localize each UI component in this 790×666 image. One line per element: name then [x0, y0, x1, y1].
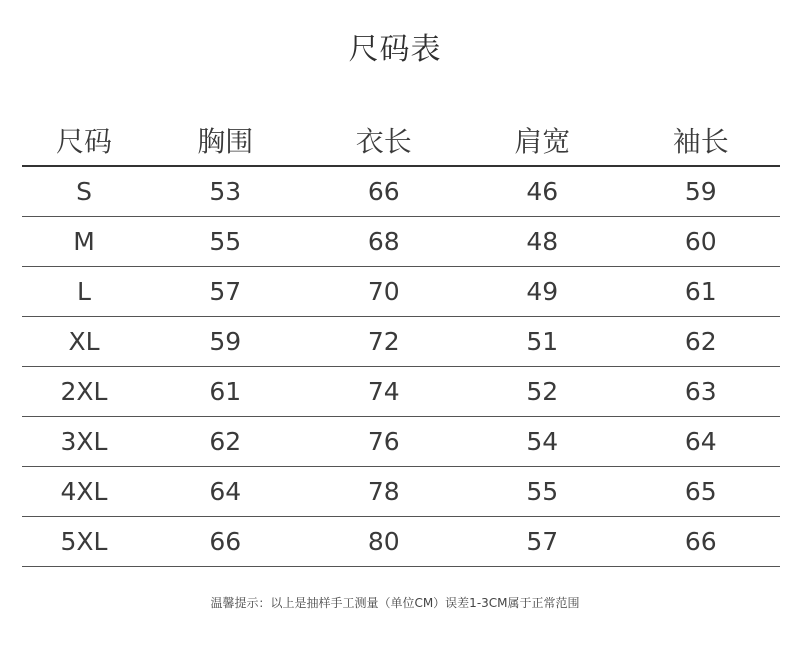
cell-length: 66: [305, 166, 464, 217]
table-row: [22, 367, 780, 417]
cell-shoulder: 51: [463, 317, 622, 367]
cell-length: 72: [305, 317, 464, 367]
cell-sleeve: 63: [622, 367, 781, 417]
table-row: [22, 467, 780, 517]
header-chest: 胸围: [146, 115, 305, 166]
cell-length: 68: [305, 217, 464, 267]
header-size: 尺码: [22, 115, 146, 166]
table-row: [22, 517, 780, 567]
cell-sleeve: 61: [622, 267, 781, 317]
cell-shoulder: 57: [463, 517, 622, 567]
table-row: [22, 217, 780, 267]
cell-chest: 66: [146, 517, 305, 567]
cell-shoulder: 49: [463, 267, 622, 317]
cell-length: 80: [305, 517, 464, 567]
cell-size: M: [22, 217, 146, 267]
cell-shoulder: 55: [463, 467, 622, 517]
cell-size: 5XL: [22, 517, 146, 567]
page-title: 尺码表: [348, 32, 442, 67]
cell-size: 4XL: [22, 467, 146, 517]
cell-chest: 57: [146, 267, 305, 317]
measurement-note: 温馨提示：以上是抽样手工测量（单位CM）误差1-3CM属于正常范围: [210, 596, 580, 610]
cell-shoulder: 52: [463, 367, 622, 417]
table-row: [22, 267, 780, 317]
cell-size: 2XL: [22, 367, 146, 417]
header-length: 衣长: [305, 115, 464, 166]
cell-sleeve: 62: [622, 317, 781, 367]
table-row: [22, 317, 780, 367]
cell-chest: 55: [146, 217, 305, 267]
cell-size: L: [22, 267, 146, 317]
table-row: [22, 417, 780, 467]
cell-shoulder: 46: [463, 166, 622, 217]
cell-sleeve: 66: [622, 517, 781, 567]
cell-shoulder: 48: [463, 217, 622, 267]
cell-sleeve: 59: [622, 166, 781, 217]
cell-length: 74: [305, 367, 464, 417]
size-chart-table: [22, 115, 780, 567]
table-row: [22, 166, 780, 217]
cell-shoulder: 54: [463, 417, 622, 467]
cell-size: XL: [22, 317, 146, 367]
header-sleeve: 袖长: [622, 115, 781, 166]
cell-size: 3XL: [22, 417, 146, 467]
cell-sleeve: 60: [622, 217, 781, 267]
header-shoulder: 肩宽: [463, 115, 622, 166]
cell-sleeve: 64: [622, 417, 781, 467]
cell-length: 76: [305, 417, 464, 467]
cell-chest: 53: [146, 166, 305, 217]
cell-chest: 61: [146, 367, 305, 417]
cell-sleeve: 65: [622, 467, 781, 517]
cell-chest: 59: [146, 317, 305, 367]
cell-chest: 62: [146, 417, 305, 467]
cell-length: 78: [305, 467, 464, 517]
cell-size: S: [22, 166, 146, 217]
cell-length: 70: [305, 267, 464, 317]
cell-chest: 64: [146, 467, 305, 517]
table-header-row: [22, 115, 780, 166]
